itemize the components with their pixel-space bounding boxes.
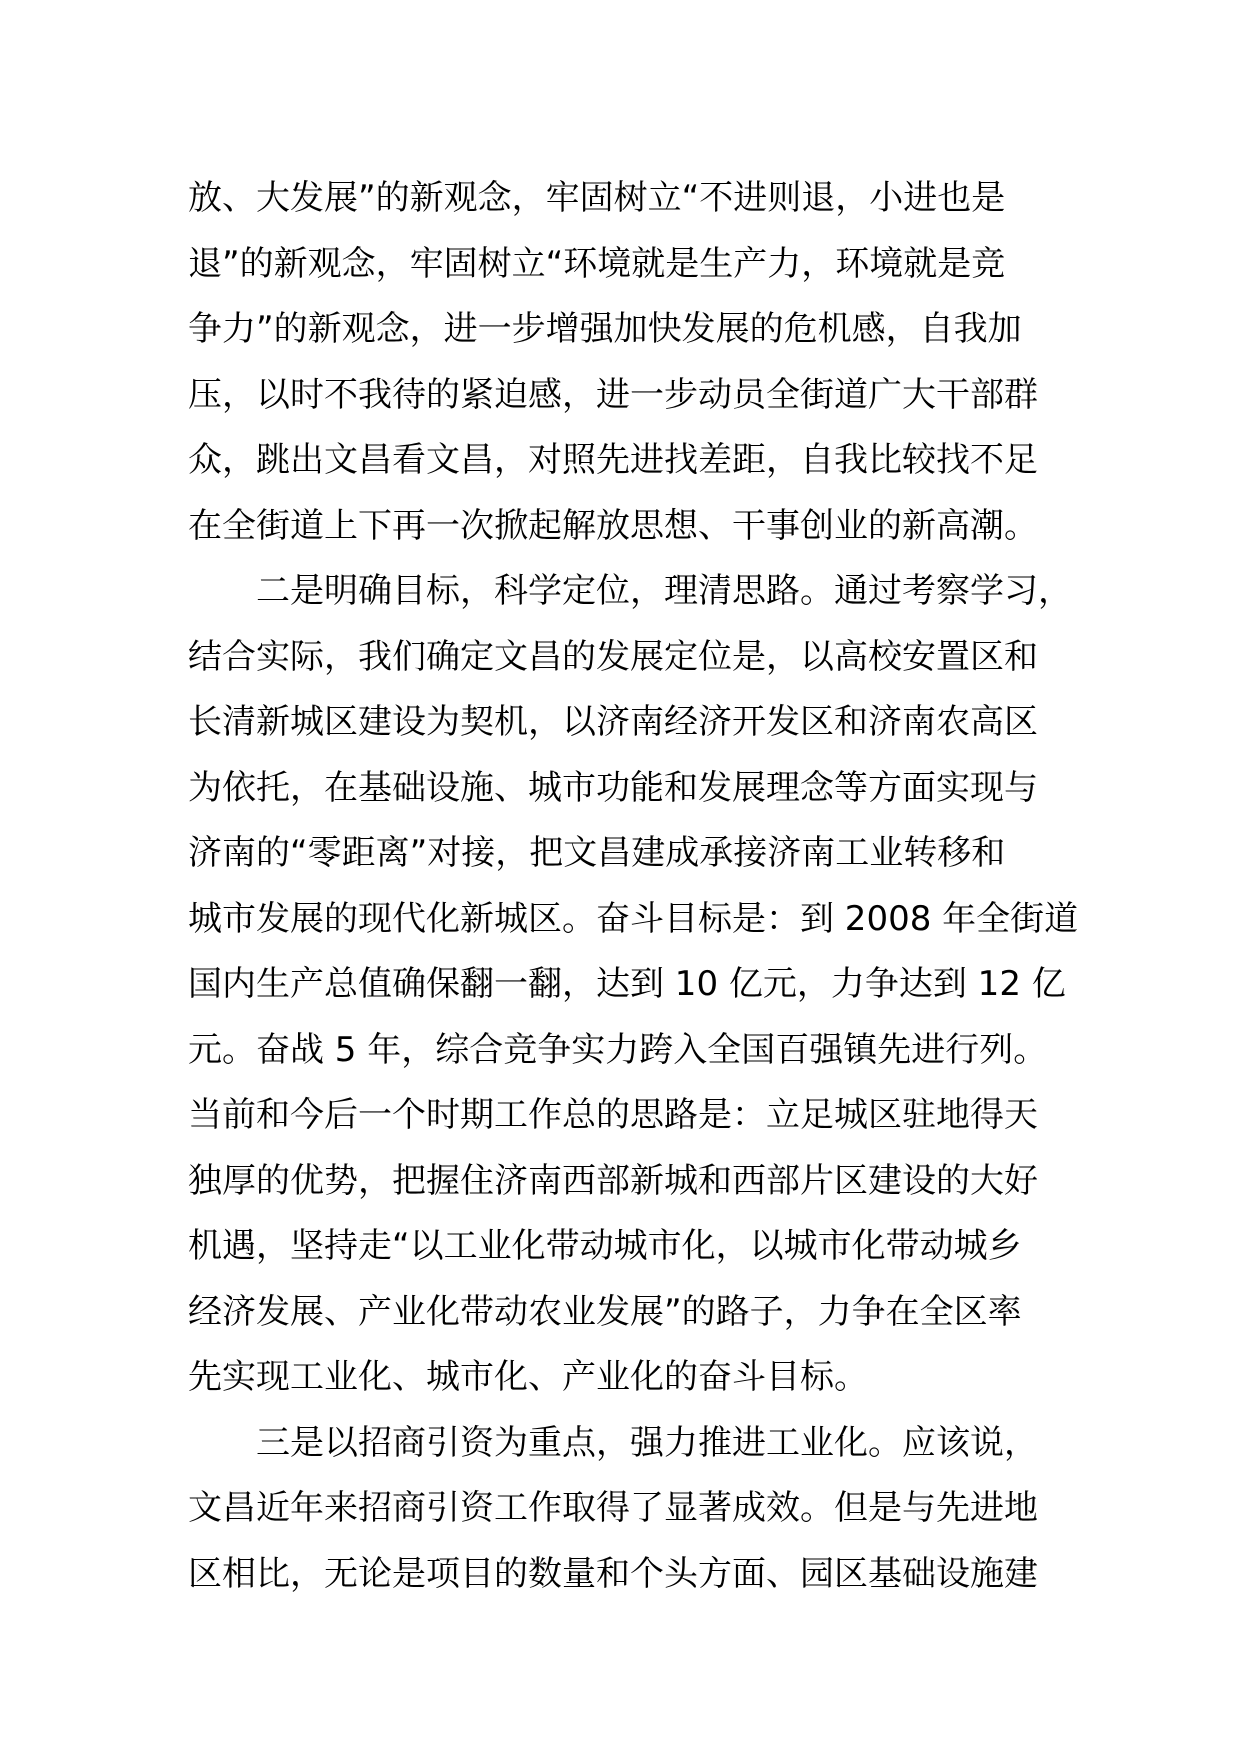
text-line-16: 独厚的优势，把握住济南西部新城和西部片区建设的大好 <box>188 1160 1038 1201</box>
text-line-4: 压，以时不我待的紧迫感，进一步动员全街道广大干部群 <box>188 374 1038 415</box>
text-line-1: 放、大发展”的新观念，牢固树立“不进则退，小进也是 <box>188 178 1006 218</box>
paragraph-2-first-line: 二是明确目标，科学定位，理清思路。通过考察学习， <box>256 571 1072 611</box>
text-line-8: 结合实际，我们确定文昌的发展定位是，以高校安置区和 <box>188 636 1038 677</box>
text-line-11: 济南的“零距离”对接，把文昌建成承接济南工业转移和 <box>188 833 1006 873</box>
text-line-15: 当前和今后一个时期工作总的思路是：立足城区驻地得天 <box>188 1095 1038 1135</box>
text-line-2: 退”的新观念，牢固树立“环境就是生产力，环境就是竞 <box>188 243 1006 284</box>
text-line-13: 国内生产总值确保翻一翻，达到 10 亿元，力争达到 12 亿 <box>188 964 1066 1004</box>
text-line-14: 元。奋战 5 年，综合竞争实力跨入全国百强镇先进行列。 <box>188 1029 1048 1070</box>
text-line-17: 机遇，坚持走“以工业化带动城市化，以城市化带动城乡 <box>188 1226 1022 1266</box>
text-line-22: 区相比，无论是项目的数量和个头方面、园区基础设施建 <box>188 1553 1038 1594</box>
text-line-5: 众，跳出文昌看文昌，对照先进找差距，自我比较找不足 <box>188 440 1038 480</box>
body-text <box>188 166 1079 1607</box>
text-line-9: 长清新城区建设为契机，以济南经济开发区和济南农高区 <box>188 702 1038 742</box>
text-line-12: 城市发展的现代化新城区。奋斗目标是：到 2008 年全街道 <box>188 898 1079 939</box>
text-line-21: 文昌近年来招商引资工作取得了显著成效。但是与先进地 <box>188 1488 1038 1528</box>
text-line-3: 争力”的新观念，进一步增强加快发展的危机感，自我加 <box>188 309 1022 349</box>
paragraph-3-first-line: 三是以招商引资为重点，强力推进工业化。应该说， <box>256 1422 1038 1463</box>
text-line-19: 先实现工业化、城市化、产业化的奋斗目标。 <box>188 1357 868 1397</box>
text-line-10: 为依托，在基础设施、城市功能和发展理念等方面实现与 <box>188 767 1038 808</box>
text-line-6: 在全街道上下再一次掀起解放思想、干事创业的新高潮。 <box>188 505 1038 546</box>
text-line-18: 经济发展、产业化带动农业发展”的路子，力争在全区率 <box>188 1291 1022 1332</box>
